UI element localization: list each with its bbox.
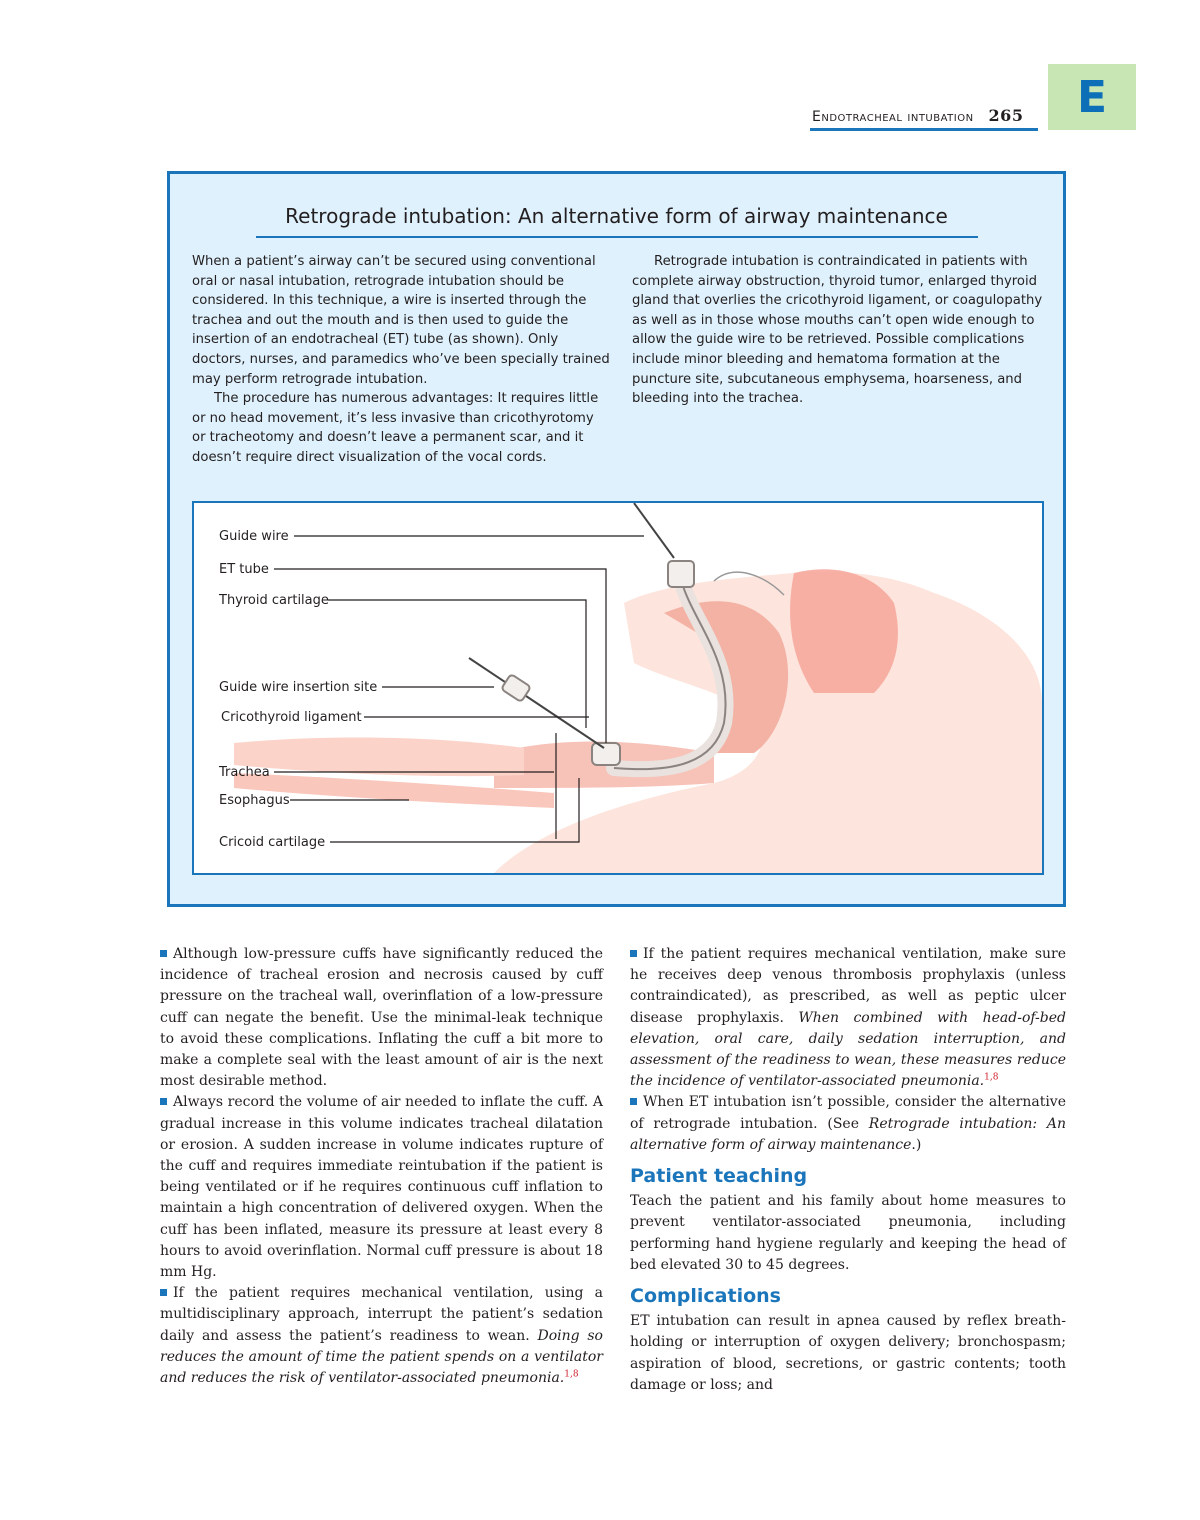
sidebar-box [167, 171, 1066, 907]
page-number: 265 [988, 106, 1024, 125]
sidebar-paragraph: The procedure has numerous advantages: It requires little or no head movement, it’s less invasive than cricothyrotomy or tracheotomy and doesn’t leave a permanent scar, and it doesn’t require direct visualization of the vocal cords. [192, 391, 599, 465]
running-head [812, 106, 1023, 125]
label-cricothyroid-ligament: Cricothyroid ligament [221, 710, 362, 725]
sidebar-title-rule [256, 236, 978, 238]
paragraph-italic-text: Doing so reduces the amount of time the patient spends on a ventilator and reduces the risk of ventilator-associated pneumonia. [160, 1327, 603, 1387]
retrograde-intubation-figure [192, 501, 1044, 875]
bullet-paragraph [160, 1092, 603, 1283]
sidebar-left-column [192, 252, 610, 468]
bullet-icon [630, 1098, 637, 1105]
et-tube-connector [668, 561, 694, 587]
bullet-icon [160, 1289, 167, 1296]
bullet-paragraph [160, 1283, 603, 1389]
running-head-rule [810, 128, 1038, 131]
cross-reference-link[interactable]: Retrograde intubation: An alternative form of airway maintenance [630, 1115, 1066, 1153]
reference-superscript: 1,8 [984, 1072, 999, 1083]
heading-complications: Complications [630, 1285, 781, 1308]
label-cricoid-cartilage: Cricoid cartilage [219, 835, 326, 850]
sidebar-paragraph: When a patient’s airway can’t be secured using conventional oral or nasal intubation, retrograde intubation should be considered. In this technique, a wire is inserted through the trachea and out the mouth and is then used to guide the insertion of an endotracheal (ET) tube (as shown). Only doctors, nurses, and paramedics who’ve been specially trained may perform retrograde intubation. [192, 254, 610, 387]
label-et-tube: ET tube [219, 562, 269, 577]
body-column-right [630, 944, 1066, 1396]
sidebar-paragraph: Retrograde intubation is contraindicated in patients with complete airway obstruction, thyroid tumor, enlarged thyroid gland that overlies the cricothyroid ligament, or coagulopathy as well as in those whose mouths can’t open wide enough to allow the guide wire to be retrieved. Possible complications include minor bleeding and hematoma formation at the puncture site, subcutaneous emphysema, hoarseness, and bleeding into the trachea. [632, 254, 1043, 407]
trachea-shape [234, 738, 524, 777]
body-column-left [160, 944, 603, 1389]
paragraph-italic-text: When combined with head-of-bed elevation, oral care, daily sedation interruption, and assessment of the readiness to wean, these measures reduce the incidence of ventilator-associated pneumonia. [630, 1009, 1066, 1090]
paragraph-text: If the patient requires mechanical ventilation, make sure he receives deep venous thrombosis prophylaxis (unless contraindicated), as prescribed, as well as peptic ulcer disease prophylaxis. [630, 946, 1066, 1026]
sidebar-right-column [632, 252, 1052, 409]
label-trachea: Trachea [219, 765, 270, 780]
cricothyroid-cuff [592, 743, 620, 765]
bullet-icon [160, 950, 167, 957]
label-guide-wire: Guide wire [219, 529, 289, 544]
label-esophagus: Esophagus [219, 793, 290, 808]
label-insertion-site: Guide wire insertion site [219, 680, 378, 695]
paragraph-text: Always record the volume of air needed to inflate the cuff. A gradual increase in this volume indicates tracheal dilatation or erosion. A sudden increase in volume indicates rupture of the cuff and requires immediate reintubation if the patient is being ventilated or if he requires continuous cuff inflation to maintain a high concentration of delivered oxygen. When the cuff has been inflated, measure its pressure at least every 8 hours to avoid overinflation. Normal cuff pressure is about 18 mm Hg. [160, 1094, 603, 1281]
bullet-paragraph [160, 944, 603, 1092]
bullet-icon [160, 1098, 167, 1105]
running-head-title: Endotracheal intubation [812, 109, 974, 125]
heading-patient-teaching: Patient teaching [630, 1165, 808, 1188]
paragraph-text: Although low-pressure cuffs have significantly reduced the incidence of tracheal erosion and necrosis caused by cuff pressure on the tracheal wall, overinflation of a low-pressure cuff can negate the benefit. Use the minimal-leak technique to avoid these complications. Inflating the cuff a bit more to make a complete seal with the least amount of air is the next most desirable method. [160, 946, 603, 1090]
bullet-icon [630, 950, 637, 957]
needle-hub [501, 674, 531, 702]
label-thyroid-cartilage: Thyroid cartilage [219, 593, 329, 608]
paragraph: ET intubation can result in apnea caused by reflex breath-holding or interruption of oxygen delivery; bronchospasm; aspiration of blood, secretions, or gastric contents; tooth damage or loss; and [630, 1313, 1066, 1393]
paragraph-text: If the patient requires mechanical ventilation, using a multidisciplinary approach, interrupt the patient’s sedation daily and assess the patient’s readiness to wean. [160, 1285, 603, 1344]
anatomy-illustration [194, 503, 1042, 873]
guide-wire-lower [469, 658, 604, 748]
guide-wire-top [634, 503, 674, 558]
paragraph-text: When ET intubation isn’t possible, consider the alternative of retrograde intubation. (See [630, 1094, 1066, 1132]
bullet-paragraph [630, 944, 1066, 1092]
section-tab: E [1048, 64, 1136, 130]
paragraph-text: .) [911, 1136, 922, 1153]
bullet-paragraph [630, 1092, 1066, 1156]
reference-superscript: 1,8 [564, 1369, 579, 1380]
sidebar-title: Retrograde intubation: An alternative form of airway maintenance [285, 204, 948, 228]
paragraph: Teach the patient and his family about home measures to prevent ventilator-associated pneumonia, including performing hand hygiene regularly and keeping the head of bed elevated 30 to 45 degrees. [630, 1193, 1066, 1273]
